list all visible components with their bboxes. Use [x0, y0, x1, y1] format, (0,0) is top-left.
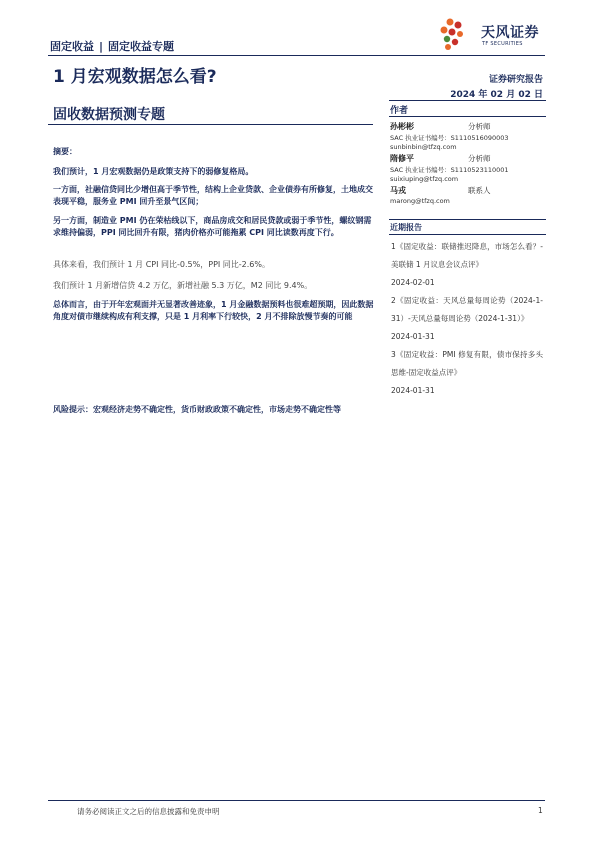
report-type: 证券研究报告 — [488, 75, 543, 85]
report-date: 2024 年 02 月 02 日 — [450, 90, 543, 100]
page-number: 1 — [538, 806, 543, 815]
author-email[interactable]: suixiuping@tfzq.com — [390, 175, 459, 183]
author-email[interactable]: marong@tfzq.com — [390, 197, 450, 205]
footer-divider — [48, 800, 545, 801]
breadcrumb — [50, 38, 174, 54]
recent-report-date: 2024-02-01 — [391, 278, 435, 287]
sidebar-divider-authors — [389, 116, 546, 117]
logo-brand-name: 天风证券 — [481, 25, 539, 41]
summary-paragraph: 另一方面，制造业 PMI 仍在荣枯线以下，商品房成交和居民贷款或弱于季节性，螺纹钢需求维持偏弱，PPI 同比回升有限，猪肉价格亦可能拖累 CPI 同比读数再度下行。 — [53, 216, 372, 237]
recent-report-date: 2024-01-31 — [391, 386, 435, 395]
authors-heading: 作者 — [390, 106, 409, 116]
page-title: 1 月宏观数据怎么看? — [53, 67, 217, 87]
breadcrumb-subcategory[interactable]: 固定收益专题 — [108, 40, 175, 53]
breadcrumb-separator: | — [99, 40, 104, 53]
author-card — [390, 121, 550, 151]
author-license: SAC 执业证书编号：S1110523110001 — [390, 166, 509, 174]
subtitle-divider — [48, 124, 373, 125]
summary-paragraph: 一方面，社融信贷同比少增但高于季节性，结构上企业贷款、企业债券有所修复，土地成交表现平稳，服务业 PMI 回升至景气区间； — [53, 185, 373, 206]
author-role: 分析师 — [468, 122, 491, 131]
recent-report-title: 2《固定收益：天风总量每周论势（2024-1-31）-天风总量每周论势（2024-1-31）》 — [391, 296, 543, 323]
recent-report-item[interactable] — [391, 346, 543, 400]
report-subtitle: 固收数据预测专题 — [53, 107, 165, 123]
author-card — [390, 153, 550, 183]
abstract-label: 摘要： — [53, 147, 77, 156]
summary-paragraph: 我们预计，1 月宏观数据仍是政策支持下的弱修复格局。 — [53, 167, 254, 176]
body-paragraph: 我们预计 1 月新增信贷 4.2 万亿，新增社融 5.3 万亿，M2 同比 9.4%。 — [53, 281, 313, 290]
body-paragraph: 具体来看，我们预计 1 月 CPI 同比-0.5%，PPI 同比-2.6%。 — [53, 260, 271, 269]
author-card — [390, 185, 550, 205]
author-name: 孙彬彬 — [390, 122, 414, 131]
sidebar-divider-recent-bottom — [389, 234, 546, 235]
risk-warning: 风险提示：宏观经济走势不确定性，货币财政政策不确定性，市场走势不确定性等 — [53, 405, 341, 414]
conclusion-paragraph: 总体而言，由于开年宏观面并无显著改善迹象，1 月金融数据预料也很难超预期，因此数据角度对债市继续构成有利支撑，只是 1 月利率下行较快，2 月不排除放慢节奏的可能 — [53, 300, 374, 321]
recent-reports-list — [391, 238, 543, 400]
recent-report-item[interactable] — [391, 238, 543, 292]
recent-report-date: 2024-01-31 — [391, 332, 435, 341]
recent-report-title: 1《固定收益：联储推迟降息，市场怎么看？-美联储 1 月议息会议点评》 — [391, 242, 543, 269]
breadcrumb-category[interactable]: 固定收益 — [50, 40, 94, 53]
author-name: 马戎 — [390, 186, 406, 195]
author-email[interactable]: sunbinbin@tfzq.com — [390, 143, 457, 151]
recent-report-title: 3《固定收益：PMI 修复有限，债市保持多头思维-固定收益点评》 — [391, 350, 543, 377]
footer-disclaimer[interactable]: 请务必阅读正文之后的信息披露和免责申明 — [77, 807, 220, 816]
recent-report-item[interactable] — [391, 292, 543, 346]
recent-reports-heading: 近期报告 — [390, 223, 422, 232]
author-role: 联系人 — [468, 186, 491, 195]
author-role: 分析师 — [468, 154, 491, 163]
header-divider — [48, 55, 545, 56]
sidebar-divider-top — [389, 100, 546, 101]
author-name: 隋修平 — [390, 154, 414, 163]
logo-brand-subname: TF SECURITIES — [482, 41, 523, 47]
author-license: SAC 执业证书编号：S1110516090003 — [390, 134, 509, 142]
sidebar-divider-recent-top — [389, 219, 546, 220]
